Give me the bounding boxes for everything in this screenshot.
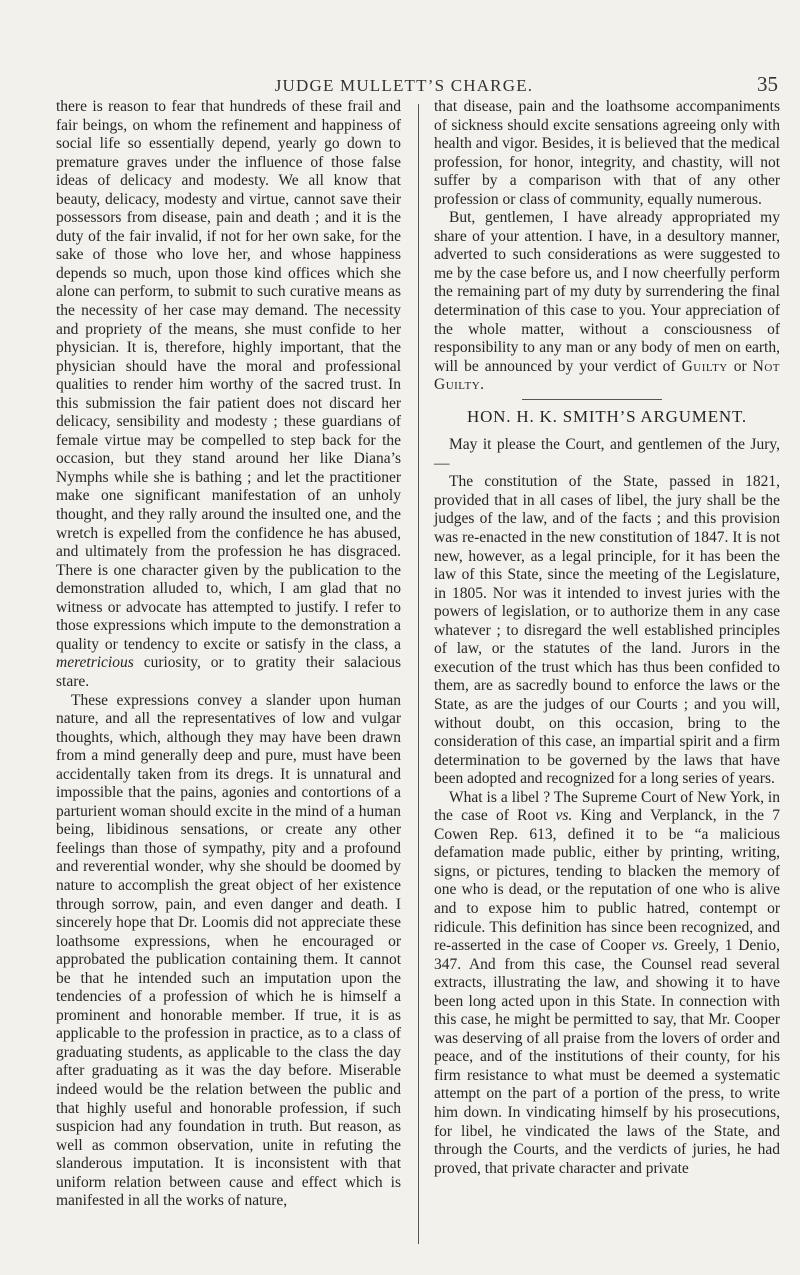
right-paragraph-4 (434, 789, 780, 1178)
left-paragraph-1 (56, 98, 401, 692)
right-paragraph-1: that disease, pain and the loathsome accompaniments of sickness should excite sensations agreeing only with health and vigor. Besides, it is believed that the medical profession, for honor, integrity, and chastity, will not suffer by a comparison with that of any other profession or class of community, equally numerous. (434, 98, 780, 208)
left-para1-text-b: curiosity, or to gratity their salacious stare. (56, 654, 402, 690)
right-paragraph-2 (434, 209, 780, 394)
emphasis-vs-2: vs. (651, 937, 669, 955)
running-head: JUDGE MULLETT’S CHARGE. (274, 76, 534, 95)
right-para4-text-b: King and Verplanck, in the 7 Cowen Rep. 613, defined it to be “a malicious defamation made public, either by printing, writing, signs, or pictures, tending to blacken the memory of one who is dead, or the reputation of one who is alive and to expose him to public hatred, contempt or ridicule. This definition has since been recognized, and re-asserted in the case of Cooper (434, 807, 781, 955)
emphasis-meretricious: meretricious (56, 654, 134, 672)
verdict-guilty: Guilty (681, 357, 728, 375)
right-para4-text-a: What is a libel ? The Supreme Court of New York, in the case of Root (434, 788, 780, 825)
left-paragraph-2: These expressions convey a slander upon human nature, and all the representatives of low and vulgar thoughts, which, although they may have been drawn from a mind generally deep and pure, must have been accidentally taken from its dregs. It is unnatural and impossible that the pains, agonies and contortions of a parturient woman should excite in the mind of a human being, libidinous sensations, or create any other feelings than those of sympathy, pity and a profound and reverential wonder, why she should be doomed by nature to accomplish the great object of her existence through sorrow, pain, and even danger and death. I sincerely hope that Dr. Loomis did not appreciate these loathsome expressions, when he encouraged or approbated the publication containing them. It cannot be that he intended such an imputation upon the tendencies of a profession of which he is himself a prominent and honorable member. If true, it is as applicable to the profession in practice, as to a class of graduating students, as applicable to the class the day after graduating as it was the day before. Miserable indeed would be the relation between the public and that highly useful and honorable profession, if such suspicion had any foundation in truth. But reason, as well as common observation, unite in refuting the slanderous imputation. It is inconsistent with that uniform relation between cause and effect which is manifested in all the works of nature, (56, 691, 401, 1210)
right-paragraph-3: The constitution of the State, passed in 1821, provided that in all cases of libel, the jury shall be the judges of the law, and of the facts ; and this provision was re-enacted in the new constitution of 1847. It is not new, however, as a legal principle, for it has been the law of this State, since the meeting of the Legislature, in 1805. Nor was it intended to invest juries with the powers of legislation, or to authorize them in any case whatever ; to disregard the well established principles of law, or the statutes of the land. Jurors in the execution of the trust which has thus been confided to them, are as sacredly bound to enforce the laws or the State, as are the judges of our Courts ; and you will, without doubt, on this occasion, bring to the consideration of this case, an impartial spirit and a firm determination to be governed by the laws that have been adopted and recognized for a long series of years. (434, 473, 780, 788)
left-column (56, 98, 401, 1211)
address-line: May it please the Court, and gentlemen of the Jury,— (434, 436, 780, 472)
right-para2-text: But, gentlemen, I have already appropriated my share of your attention. I have, in a desultory manner, adverted to such considerations as were suggested to me by the case before us, and I now cheerfully perform the remaining part of my duty by surrendering the final determination of this case to you. Your appreciation of the whole matter, without a consciousness of responsibility to any man or any body of men on earth, will be announced by your verdict of (434, 209, 780, 375)
right-para4-text-c: Greely, 1 Denio, 347. And from this case, the Counsel read several extracts, illustrating the law, and showing it to have been long acted upon in this State. In connection with this case, he might be permitted to say, that Mr. Cooper was deserving of all praise from the lovers of order and peace, and of the institutions of their county, for his firm resistance to what must be deemed a systematic attempt on the part of a portion of the press, to write him down. In vindicating himself by his prosecutions, for libel, he vindicated the laws of the State, and through the Courts, and the verdicts of juries, he had proved, that private character and private (434, 937, 780, 1177)
verdict-or: or (733, 357, 747, 375)
column-divider (418, 104, 419, 1244)
emphasis-vs-1: vs. (555, 807, 573, 825)
page-number: 35 (757, 72, 778, 96)
section-title: HON. H. K. SMITH’S ARGUMENT. (467, 406, 747, 426)
verdict-not-guilty: Not Guilty. (434, 357, 781, 394)
left-para1-text-a: there is reason to fear that hundreds of these frail and fair beings, on whom the refinement and happiness of social life so essentially depend, yearly go down to premature graves under the influence of those false ideas of delicacy and modesty. We all know that beauty, delicacy, modesty and virtue, cannot save their possessors from disease, pain and death ; and it is the duty of the fair invalid, if not for her own sake, for the sake of those who love her, and whose happiness depends so much, upon those kind offices which she alone can perform, to submit to such curative means as the necessity of her case may demand. The necessity and propriety of the means, she must confide to her physician. It is, therefore, highly important, that the physician should have the moral and professional qualities to render him worthy of the sacred trust. In this submission the fair patient does not discard her delicacy, sensibility and modesty ; these guardians of female virtue may be compelled to step back for the occasion, but they stand around her like Diana’s Nymphs while she is bathing ; and let the practitioner make one significant manifestation of an unholy thought, and they rally around the insulted one, and the wretch is expelled from the confidence he has abused, and ultimately from the profession he has disgraced. There is one character given by the publication to the demonstration alluded to, which, I am glad that no witness or advocate has attempted to justify. I refer to those expressions which impute to the demonstration a quality or tendency to excite or satisfy in the class, a (56, 98, 401, 653)
right-column (434, 98, 780, 1178)
section-rule (522, 399, 662, 400)
